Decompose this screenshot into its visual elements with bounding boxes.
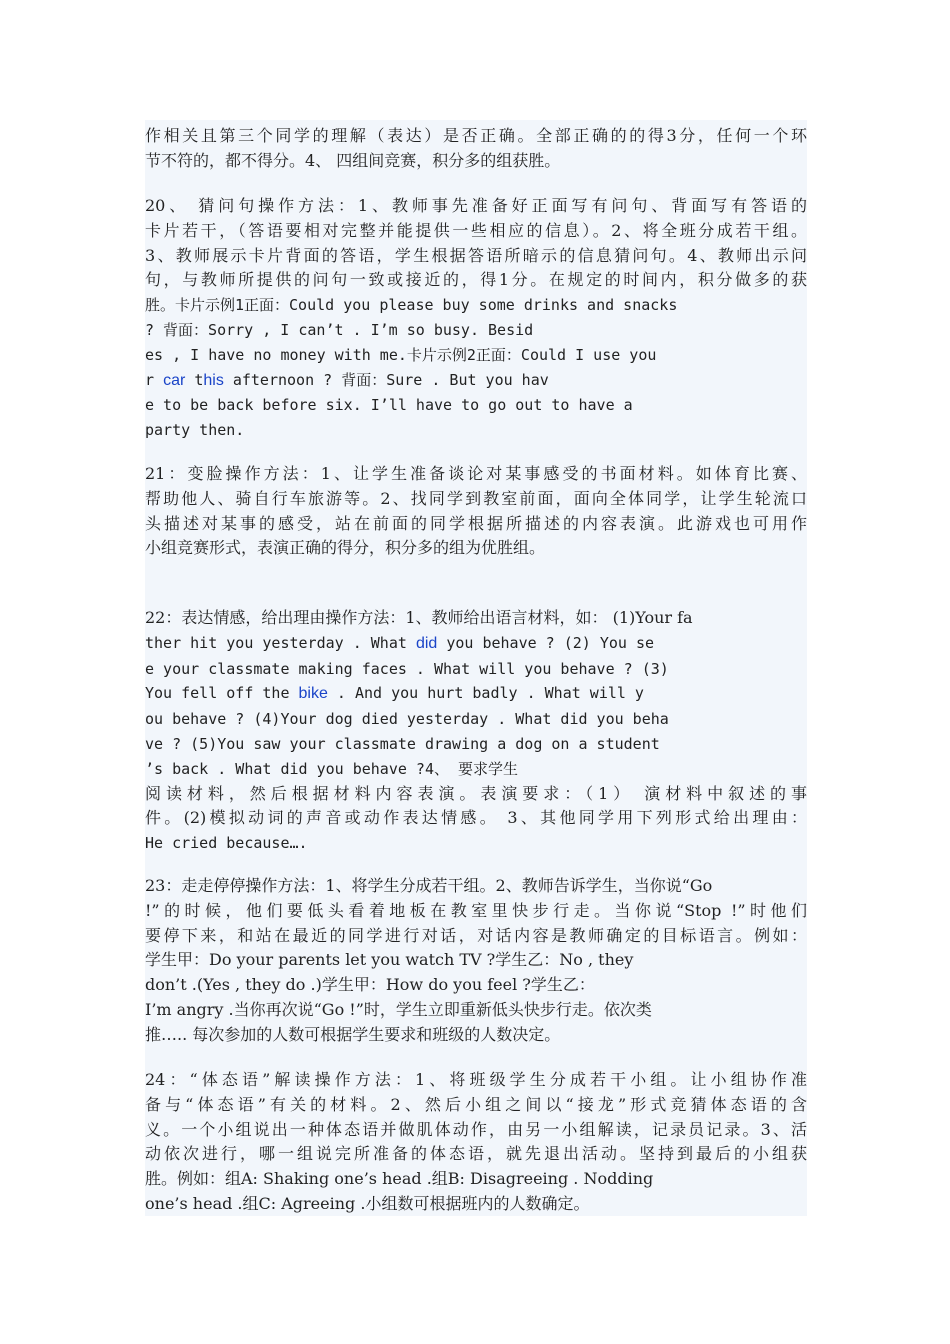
highlight-word-bike: bike: [298, 685, 328, 703]
text-line: 要停下来，和站在最近的同学进行对话，对话内容是教师确定的目标语言。例如：: [145, 925, 807, 945]
paragraph-item-24: [145, 1068, 807, 1217]
text-line: 句，与教师所提供的问句一致或接近的，得1分。在规定的时间内，积分做多的获: [145, 270, 807, 290]
text-line: He cried because….: [145, 834, 308, 853]
text-line: 义。一个小组说出一种体态语并做肌体动作，由另一小组解读，记录员记录。3、活: [145, 1119, 807, 1139]
text-line: [145, 681, 807, 707]
text-line: ? 背面：Sorry , I can’t . I’m so busy. Besid: [145, 320, 534, 339]
text-line: 3、教师展示卡片背面的答语，学生根据答语所暗示的信息猜问句。4、教师出示问: [145, 245, 807, 265]
line-segment: t: [185, 370, 204, 389]
text-line: 21：变脸操作方法：1、让学生准备谈论对某事感受的书面材料。如体育比赛、: [145, 464, 807, 483]
text-line: party then.: [145, 421, 245, 440]
text-line: ve ? (5)You saw your classmate drawing a dog on a student: [145, 734, 660, 753]
text-line: ou behave ? (4)Your dog died yesterday . What did you beha: [145, 710, 669, 729]
text-line: 推….. 每次参加的人数可根据学生要求和班级的人数决定。: [145, 1024, 561, 1044]
highlight-word-car: car: [163, 371, 186, 389]
paragraph-item-20: [145, 194, 807, 443]
text-line: 22：表达情感，给出理由操作方法：1、教师给出语言材料，如： (1)Your fa: [145, 608, 693, 627]
text-line: I’m angry .当你再次说“Go !”时，学生立即重新低头快步行走。依次类: [145, 999, 652, 1019]
text-line: 胜。例如：组A: Shaking one’s head .组B: Disagreeing . Nodding: [145, 1169, 654, 1189]
text-line: e to be back before six. I’ll have to go out to have a: [145, 396, 633, 415]
text-line: 帮助他人、骑自行车旅游等。2、找同学到教室前面，面向全体同学，让学生轮流口: [145, 488, 807, 508]
text-line: 头描述对某事的感受，站在前面的同学根据所描述的内容表演。此游戏也可用作: [145, 513, 807, 533]
text-line: don’t .(Yes , they do .)学生甲：How do you feel ?学生乙：: [145, 975, 595, 995]
paragraph-item-23: [145, 874, 807, 1048]
line-segment: afternoon ? 背面：Sure . But you hav: [223, 370, 549, 389]
text-line: [145, 631, 807, 657]
text-line: 学生甲：Do your parents let you watch TV ?学生乙：No , they: [145, 950, 634, 970]
text-line: 节不符的，都不得分。4、 四组间竞赛，积分多的组获胜。: [145, 150, 561, 170]
text-line: 作相关且第三个同学的理解（表达）是否正确。全部正确的的得3分，任何一个环: [145, 126, 807, 145]
text-line: 胜。卡片示例1正面：Could you please buy some drinks and snacks: [145, 296, 678, 315]
text-line: 20、 猜问句操作方法：1、教师事先准备好正面写有问句、背面写有答语的: [145, 196, 807, 215]
paragraph-item-21: [145, 462, 807, 561]
line-segment: You fell off the: [145, 684, 299, 703]
text-line: es , I have no money with me.卡片示例2正面：Could I use you: [145, 345, 657, 364]
highlight-word-this: his: [203, 371, 224, 389]
text-line: 23：走走停停操作方法：1、将学生分成若干组。2、教师告诉学生，当你说“Go: [145, 876, 713, 895]
text-line: 件。(2)模拟动词的声音或动作表达情感。 3、其他同学用下列形式给出理由：: [145, 808, 807, 828]
text-line: [145, 368, 807, 394]
text-line: 备与“体态语”有关的材料。2、然后小组之间以“接龙”形式竞猜体态语的含: [145, 1094, 807, 1114]
text-line: one’s head .组C: Agreeing .小组数可根据班内的人数确定。: [145, 1193, 590, 1213]
line-segment: . And you hurt badly . What will y: [327, 684, 644, 703]
text-line: !”的时候，他们要低头看着地板在教室里快步行走。当你说“Stop !”时他们: [145, 900, 807, 920]
text-line: 动依次进行，哪一组说完所准备的体态语，就先退出活动。坚持到最后的小组获: [145, 1144, 807, 1164]
text-line: 阅读材料，然后根据材料内容表演。表演要求：（1） 演材料中叙述的事: [145, 783, 807, 803]
text-line: 小组竞赛形式，表演正确的得分，积分多的组为优胜组。: [145, 538, 546, 558]
text-line: e your classmate making faces . What will you behave ? (3): [145, 659, 669, 678]
paragraph-item-22: [145, 606, 807, 856]
line-segment: r: [145, 370, 164, 389]
text-line: ’s back . What did you behave ?4、 要求学生: [145, 759, 519, 778]
highlight-word-did: did: [415, 634, 438, 652]
line-segment: ther hit you yesterday . What: [145, 633, 416, 652]
paragraph-intro: [145, 124, 807, 174]
line-segment: you behave ? (2) You se: [437, 633, 655, 652]
text-line: 卡片若干，（答语要相对完整并能提供一些相应的信息）。2、将全班分成若干组。: [145, 220, 807, 240]
text-line: 24：“体态语”解读操作方法：1、将班级学生分成若干小组。让小组协作准: [145, 1070, 807, 1089]
